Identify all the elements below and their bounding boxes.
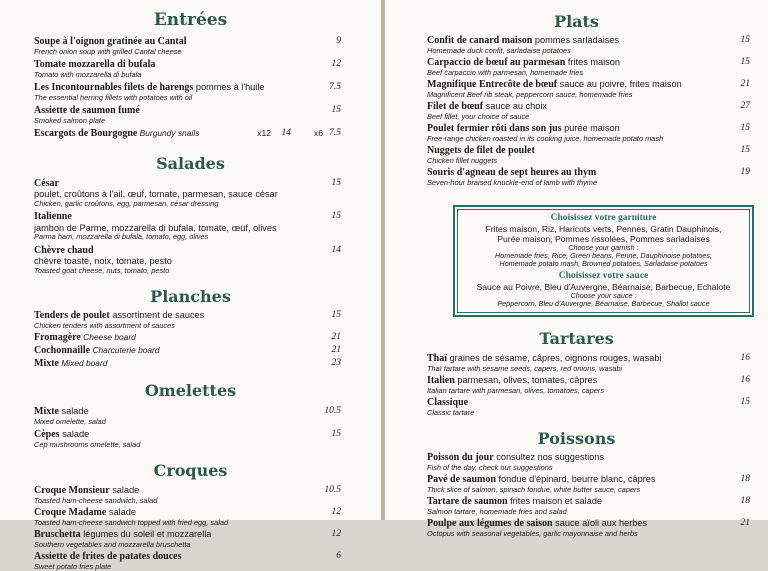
menu-item: Assiette de saumon fumé Smoked salmon plate 15 [34,105,341,125]
menu-item: Filet de bœuf sauce au choix Beef fillet, your choice of sauce 27 [427,101,750,121]
section-title-planches: Planches [150,287,231,307]
garnish-sauce-box: Choisissez votre garniture Frites maison, Riz, Haricots verts, Pennes, Gratin Dauphinois, Purée maison, Pommes rissolées, Pommes sarladaises Choose your garnish : Homemade fries, Rice, Green beans, Penne, Dauphinoise potatoes, Homemade potato mash, Browned potatoes, Sarladaise potatoes Choisissez votre sauce Sauce au Poivre, Bleu d'Auvergne, Béarnaise, Barbecue, Echalote Choose your sauce : Peppercorn, Bleu d'Auvergne, Béarnaise, Barbecue, Shallot sauce [453,205,754,317]
menu-item: Poisson du jour consultez nos suggestions Fish of the day, check our suggestions [427,452,605,472]
menu-item: César poulet, croûtons à l'ail, œuf, tomate, parmesan, sauce césar Chicken, garlic croûtons, egg, parmesan, césar dressing 15 [34,177,341,208]
section-title-plats: Plats [554,12,599,31]
garnish-title: Choisissez votre garniture [550,213,657,223]
menu-item: Croque Madame salade Toasted ham-cheese sandwich topped with fried egg, salad 12 [34,507,341,527]
section-title-poissons: Poissons [537,429,616,449]
left-page [0,0,381,571]
menu-item: Italienne jambon de Parme, mozzarella di bufala, tomate, œuf, olives Parma ham, mozzarella di bufala, tomato, egg, olives 15 [34,211,341,242]
menu-item: Cochonnaille Charcuterie board 21 [34,344,341,356]
menu-item: Pavé de saumon fondue d'épinard, beurre blanc, câpres Thick slice of salmon, spinach fondue, white butter sauce, capers 18 [427,474,750,494]
section-title-croques: Croques [153,461,228,481]
menu-item: Magnifique Entrecôte de bœuf sauce au poivre, frites maison Magnificent Beef rib steak, peppercorn sauce, homemade fries 21 [427,79,750,99]
sauce-title: Choisissez votre sauce [558,270,649,281]
menu-item: Italien parmesan, olives, tomates, câpres Italian tartare with parmesan, olives, tomatoes, capers 16 [427,375,750,395]
menu-item: Confit de canard maison pommes sarladaises Homemade duck confit, sarladaise potatoes 15 [427,35,750,55]
menu-item: Souris d'agneau de sept heures au thym Seven-hour braised knuckle-end of lamb with thyme 19 [427,167,750,187]
menu-item: Thaï graines de sésame, câpres, oignons rouges, wasabi Thaï tartare with sesame seeds, capers, red onions, wasabi 16 [427,353,750,373]
menu-item: Chèvre chaud chèvre toasté, noix, tomate, pesto Toasted goat cheese, nuts, tomato, pesto 14 [34,244,341,275]
menu-item: Tomate mozzarella di bufala Tomato with mozzarella di bufala 12 [34,59,341,79]
section-title-entrees: Entrées [153,10,228,30]
right-page [385,0,768,538]
menu-item: Fromagère Cheese board 21 [34,332,341,344]
menu-item: Poulet fermier rôti dans son jus purée maison Free-range chicken roasted in its cooking juice, homemade potato mash 15 [427,123,750,143]
menu-item: Croque Monsieur salade Toasted ham-cheese sandwich, salad 10.5 [34,485,341,505]
menu-item: Soupe à l'oignon gratinée au Cantal French onion soup with grilled Cantal cheese 9 [34,36,341,56]
menu-item: Tenders de poulet assortiment de sauces Chicken tenders with assortment of sauces 15 [34,310,341,330]
menu-item: Tartare de saumon frites maison et salade Salmon tartare, homemade fries and salad 18 [427,496,750,516]
menu-item: Escargots de Bourgogne Burgundy snails x12 14 x6 7.5 [34,128,341,139]
menu-item: Carpaccio de bœuf au parmesan frites maison Beef carpaccio with parmesan, homemade fries 15 [427,57,750,77]
menu-item: Classique Classic tartare 15 [427,397,750,417]
menu-item: Poulpe aux légumes de saison sauce aïoli aux herbes Octopus with seasonal vegetables, garlic mayonnaise and herbs 21 [427,518,750,538]
menu-item: Cèpes salade Cep mushrooms omelette, salad 15 [34,429,341,449]
section-title-omelettes: Omelettes [144,381,237,401]
section-title-tartares: Tartares [539,329,614,349]
menu-item: Assiette de frites de patates douces Sweet potato fries plate 6 [34,551,341,571]
menu-item: Les Incontournables filets de harengs pommes à l'huile The essential herring fillets with potatoes with oil 7.5 [34,82,341,102]
menu-item: Nuggets de filet de poulet Chicken fillet nuggets 15 [427,145,750,165]
section-title-salades: Salades [156,153,225,173]
menu-item: Mixte Mixed board 23 [34,357,341,369]
menu-item: Mixte salade Mixed omelette, salad 10.5 [34,406,341,426]
menu-item: Bruschetta légumes du soleil et mozzarella Southern vegetables and mozzarella bruschetta 12 [34,529,341,549]
